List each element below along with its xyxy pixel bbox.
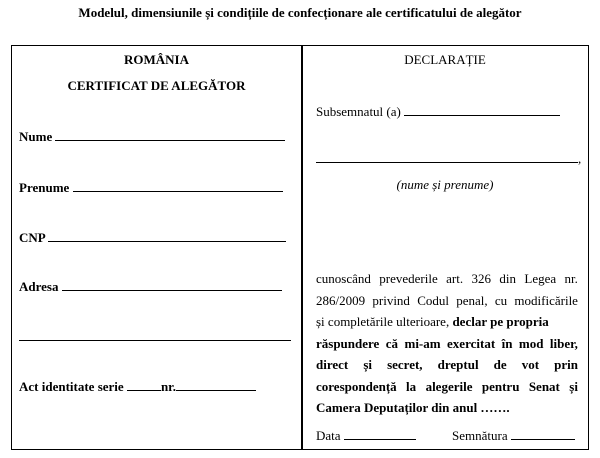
word: exercitat <box>447 335 496 351</box>
voter-certificate-card <box>11 45 589 450</box>
full-name-blank-line[interactable] <box>316 150 578 163</box>
name-hint: (nume și prenume) <box>396 177 494 192</box>
word: 326 <box>471 271 491 286</box>
word: vot <box>521 357 540 372</box>
surname-field[interactable] <box>19 179 283 196</box>
declaration-panel <box>302 46 588 449</box>
word: art. <box>446 271 464 286</box>
paragraph-line-4 <box>316 333 578 355</box>
id-document-field[interactable] <box>19 378 256 395</box>
date-blank-line[interactable] <box>344 427 416 440</box>
word: corespondență <box>316 378 397 394</box>
word: Legea <box>524 271 557 286</box>
word: dreptul <box>437 357 479 372</box>
word: 286/2009 <box>316 292 366 308</box>
id-series-blank-line[interactable] <box>127 378 161 391</box>
address-blank-line[interactable] <box>62 278 282 291</box>
word: de <box>493 357 507 372</box>
word: nr. <box>564 271 578 286</box>
cnp-field[interactable] <box>19 229 286 246</box>
word: că <box>385 335 399 351</box>
word: modificările <box>514 292 578 308</box>
undersigned-field[interactable] <box>316 103 560 120</box>
name-blank-line[interactable] <box>55 128 285 141</box>
name-label: Nume <box>19 129 53 144</box>
paragraph-line-1 <box>316 268 578 290</box>
paragraph-text: și completările ulterioare, <box>316 314 453 329</box>
surname-label: Prenume <box>19 180 70 195</box>
undersigned-blank-line[interactable] <box>404 103 560 116</box>
page-title: Modelul, dimensiunile și condițiile de confecționare ale certificatului de alegător <box>78 5 522 20</box>
undersigned-label: Subsemnatul (a) <box>316 104 401 119</box>
word: și <box>569 378 578 394</box>
paragraph-line-5 <box>316 354 578 376</box>
word: prin <box>554 357 578 372</box>
name-comma: , <box>578 151 582 166</box>
word: în <box>501 335 513 351</box>
word: cu <box>494 292 508 308</box>
address-continuation-line[interactable] <box>19 328 291 341</box>
word: privind <box>372 292 410 308</box>
cnp-label: CNP <box>19 230 45 245</box>
word: mi-am <box>404 335 441 351</box>
word: penal, <box>456 292 488 308</box>
id-series-label: Act identitate serie <box>19 379 124 394</box>
address-label: Adresa <box>19 279 59 294</box>
word: mod <box>518 335 544 351</box>
id-number-label: nr. <box>160 379 176 394</box>
word: și <box>363 357 372 372</box>
word: la <box>406 378 417 394</box>
certificate-heading: CERTIFICAT DE ALEGĂTOR <box>67 78 246 93</box>
word: din <box>499 271 516 286</box>
paragraph-line-2 <box>316 290 578 312</box>
word: cunoscând <box>316 271 371 286</box>
date-field[interactable] <box>316 427 416 444</box>
word: secret, <box>387 357 423 372</box>
paragraph-line-7: Camera Deputaților din anul ……. <box>316 400 510 415</box>
declaration-paragraph <box>316 268 578 419</box>
paragraph-line-3 <box>316 311 578 333</box>
cnp-blank-line[interactable] <box>48 229 286 242</box>
word: liber, <box>549 335 578 351</box>
signature-blank-line[interactable] <box>511 427 575 440</box>
paragraph-bold-text: declar pe propria <box>452 314 549 329</box>
surname-blank-line[interactable] <box>73 179 283 192</box>
address-field[interactable] <box>19 278 282 295</box>
address-continuation-field[interactable] <box>19 328 291 345</box>
date-label: Data <box>316 428 341 443</box>
word: pentru <box>481 378 520 394</box>
word: răspundere <box>316 335 380 351</box>
paragraph-line-6 <box>316 376 578 398</box>
word: direct <box>316 357 349 372</box>
word: prevederile <box>379 271 438 286</box>
declaration-heading: DECLARAȚIE <box>404 52 486 67</box>
certificate-panel <box>12 46 301 449</box>
signature-field[interactable] <box>452 427 575 444</box>
country-heading: ROMÂNIA <box>124 52 189 67</box>
id-number-blank-line[interactable] <box>176 378 256 391</box>
name-field[interactable] <box>19 128 285 145</box>
signature-label: Semnătura <box>452 428 508 443</box>
word: Codul <box>417 292 449 308</box>
full-name-field[interactable] <box>316 150 581 167</box>
word: Senat <box>528 378 560 394</box>
word: alegerile <box>425 378 473 394</box>
